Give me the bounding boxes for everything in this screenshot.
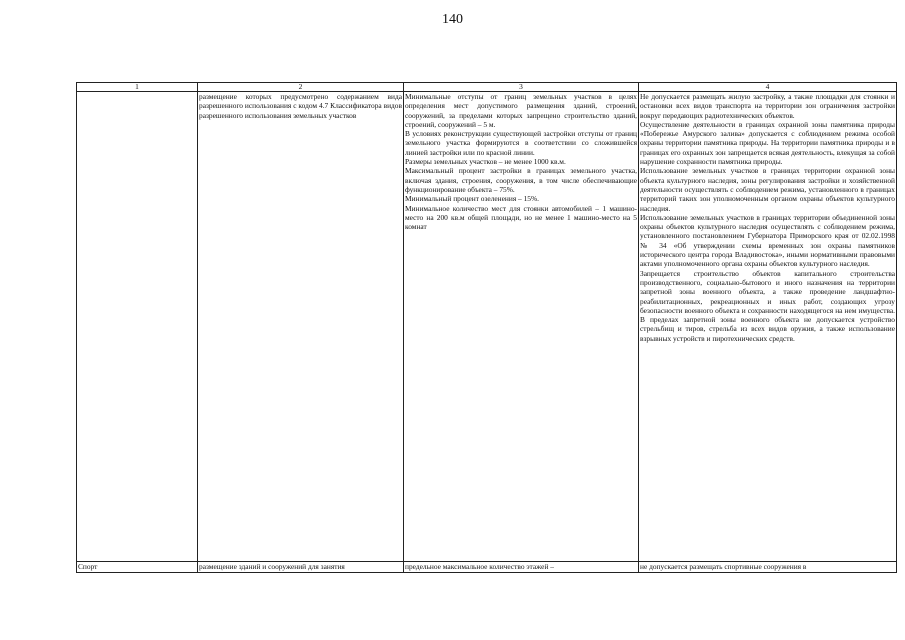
cell-paragraph: предельное максимальное количество этажей – <box>405 562 554 571</box>
use-description-cell <box>198 562 404 573</box>
parameters-cell <box>404 92 639 562</box>
cell-paragraph: Размеры земельных участков – не менее 1000 кв.м. <box>405 157 566 167</box>
zone-name-cell: Спорт <box>77 562 198 573</box>
cell-paragraph: Минимальный процент озеленения – 15%. <box>405 194 539 204</box>
cell-paragraph: Минимальное количество мест для стоянки автомобилей – 1 машино-место на 200 кв.м общей площади, но не менее 1 машино-место на 5 комнат <box>405 203 637 232</box>
cell-paragraph: Использование земельных участков в границах территории объединенной зоны охраны объектов культурного наследия осуществлять с соблюдением режима, установленного постановлением Губернатора Приморского края от 02.02.1998 № 34 «Об утверждении схемы временных зон охраны памятников исторического центра города Владивостока», иными нормативными правовыми актами уполномоченного органа охраны объектов культурного наследия. <box>640 212 895 269</box>
table-row <box>77 562 897 573</box>
cell-paragraph: В условиях реконструкции существующей застройки отступы от границ земельного участка формируются в соответствии со сложившейся линией застройки или по красной линии. <box>405 129 637 157</box>
column-header: 2 <box>198 83 404 92</box>
table-header-row <box>77 83 897 92</box>
table-row <box>77 92 897 562</box>
zone-name-cell <box>77 92 198 562</box>
cell-paragraph: Осуществление деятельности в границах охранной зоны памятника природы «Побережье Амурского залива» допускается с соблюдением режима особой охраны территории памятника природы. На территории памятника природы и в границах его охранных зон запрещается всякая деятельность, влекущая за собой нарушение сохранности памятника природы. <box>640 119 895 167</box>
restrictions-cell <box>639 562 897 573</box>
cell-paragraph: размещение которых предусмотрено содержанием вида разрешенного использования с кодом 4.7 Классификатора видов разрешенного использования земельных участков <box>199 92 402 120</box>
use-description-cell <box>198 92 404 562</box>
cell-paragraph: Запрещается строительство объектов капитального строительства производственного, социально-бытового и иного назначения на территории запретной зоны военного объекта, а также проведение ландшафтно-реабилитационных, рекреационных и иных работ, создающих угрозу безопасности военного объекта и сохранности находящегося на нем имущества. В пределах запретной зоны военного объекта не допускается устройство стрельбищ и тиров, стрельба из всех видов оружия, а также использование взрывных устройств и пиротехнических средств. <box>640 268 895 343</box>
column-header: 3 <box>404 83 639 92</box>
regulations-table <box>76 82 897 573</box>
cell-paragraph: Максимальный процент застройки в границах земельного участка, включая здания, строения, сооружения, в том числе обеспечивающие функционирование объекта – 75%. <box>405 166 637 194</box>
cell-paragraph: не допускается размещать спортивные сооружения в <box>640 562 807 571</box>
column-header: 4 <box>639 83 897 92</box>
parameters-cell <box>404 562 639 573</box>
cell-paragraph: Использование земельных участков в границах территории охранной зоны объекта культурного наследия, зоны регулирования застройки и хозяйственной деятельности осуществлять с соблюдением режима, установленного в границах территорий таких зон уполномоченным органом охраны объектов культурного наследия. <box>640 166 895 213</box>
restrictions-cell <box>639 92 897 562</box>
cell-paragraph: размещение зданий и сооружений для занятия <box>199 562 345 571</box>
cell-paragraph: Не допускается размещать жилую застройку, а также площадки для стоянки и остановки всех видов транспорта на территории зон ограничения застройки вокруг передающих радиотехнических объектов. <box>640 92 895 120</box>
cell-paragraph: Минимальные отступы от границ земельных участков в целях определения мест допустимого размещения зданий, строений, сооружений, за пределами которых запрещено строительство зданий, строений, сооружений – 5 м. <box>405 92 637 129</box>
column-header: 1 <box>77 83 198 92</box>
page-number: 140 <box>442 12 463 27</box>
